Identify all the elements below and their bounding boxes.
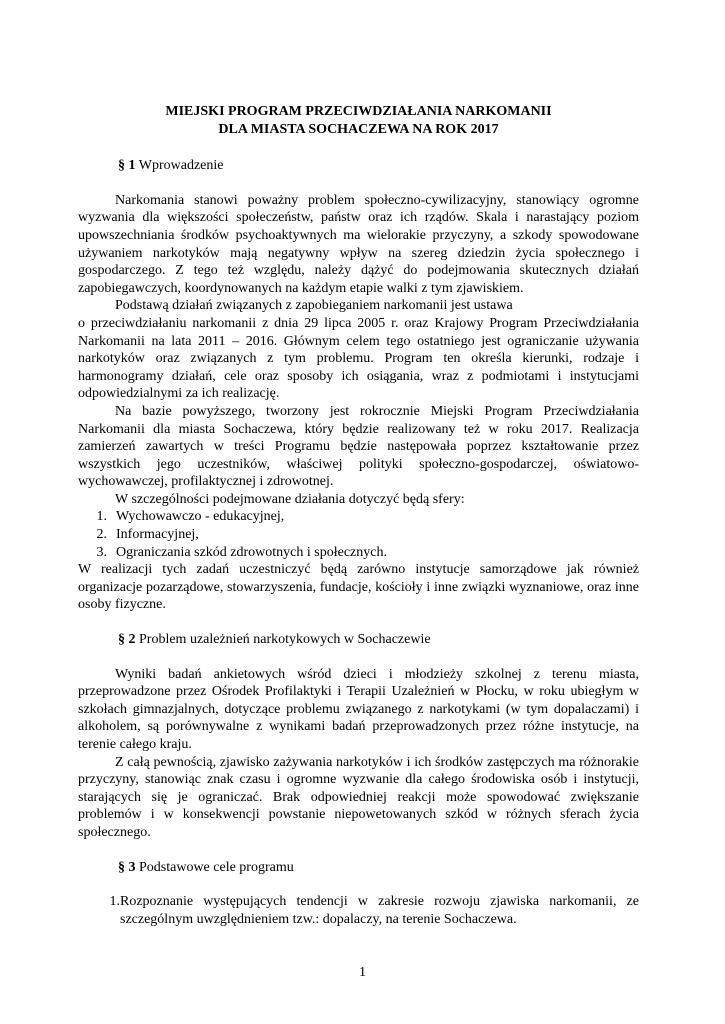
section-2-number: § 2 [118, 632, 136, 648]
list-item-number: 3. [96, 544, 107, 560]
list-item-number: 1. [96, 509, 107, 525]
document-title-line-2: DLA MIASTA SOCHACZEWA NA ROK 2017 [218, 121, 499, 137]
section-2-title: Problem uzależnień narkotykowych w Sochaczewie [139, 632, 431, 648]
list-item [78, 526, 639, 544]
list-item-text: Ograniczania szkód zdrowotnych i społecznych. [116, 544, 387, 560]
document-body [78, 103, 639, 928]
list-item [78, 893, 639, 928]
page-number: 1 [359, 965, 366, 980]
section-2-paragraph-1: Wyniki badań ankietowych wśród dzieci i młodzieży szkolnej z terenu miasta, przeprowadzone przez Ośrodek Profilaktyki i Terapii Uzależnień w Płocku, w roku ubiegłym w szkołach gimnazjalnych, dotyczące problemu związanego z narkotykami (w tym dopalaczami) i alkoholem, są porównywalne z wynikami badań przeprowadzonych przez różne instytucje, na terenie całego kraju. [78, 666, 639, 752]
list-item [78, 544, 639, 562]
spheres-intro: W szczególności podejmowane działania dotyczyć będą sfery: [115, 491, 465, 507]
section-2-paragraph-2: Z całą pewnością, zjawisko zażywania narkotyków i ich środków zastępczych ma różnorakie przyczyny, stanowiąc znak czasu i ogromne wyzwanie dla całego środowiska osób i instytucji, starających się je ograniczać. Brak odpowiedniej reakcji może spowodować zwiększanie problemów i w konsekwencji powstanie niepowetowanych szkód w różnych sferach życia społecznego. [78, 754, 639, 840]
section-2-heading [78, 631, 639, 649]
list-item-number: 2. [96, 527, 107, 543]
goals-list [78, 893, 639, 928]
document-title-line-1: MIEJSKI PROGRAM PRZECIWDZIAŁANIA NARKOMANII [165, 104, 552, 119]
section-1-paragraph-2-line-1: Podstawą działań związanych z zapobieganiem narkomanii jest ustawa [115, 298, 513, 314]
section-1-paragraph-3: Na bazie powyższego, tworzony jest rokrocznie Miejski Program Przeciwdziałania Narkomanii dla miasta Sochaczewa, który będzie realizowany też w roku 2017. Realizacja zamierzeń zawartych w treści Programu będzie następowała poprzez kształtowanie przez wszystkich jego uczestników, właściwej polityki społeczno-gospodarczej, oświatowo-wychowawczej, profilaktycznej i zdrowotnej. [78, 403, 639, 490]
list-item-text: Informacyjnej, [116, 527, 199, 543]
section-3-title: Podstawowe cele programu [139, 859, 294, 875]
section-1-paragraph-2: o przeciwdziałaniu narkomanii z dnia 29 lipca 2005 r. oraz Krajowy Program Przeciwdziałania Narkomanii na lata 2011 – 2016. Głównym celem tego ostatniego jest ograniczanie używania narkotyków oraz związanych z tym problemu. Program ten określa kierunki, rodzaje i harmonogramy działań, cele oraz sposoby ich osiągania, wraz z podmiotami i instytucjami odpowiedzialnymi za ich realizację. [78, 315, 639, 402]
section-3-number: § 3 [118, 859, 136, 875]
section-1-heading [78, 157, 639, 175]
section-1-paragraph-1: Narkomania stanowi poważny problem społeczno-cywilizacyjny, stanowiący ogromne wyzwania dla większości społeczeństw, państw oraz ich rządów. Skala i narastający poziom upowszechniania środków psychoaktywnych ma wielorakie przyczyny, a szkody spowodowane używaniem narkotyków mają negatywny wpływ na szereg dziedzin życia społecznego i gospodarczego. Z tego też względu, należy dążyć do podejmowania skutecznych działań zapobiegawczych, koordynowanych na każdym etapie walki z tym zjawiskiem. [78, 192, 639, 296]
list-item-text: Rozpoznanie występujących tendencji w zakresie rozwoju zjawiska narkomanii, ze szczególnym uwzględnieniem tzw.: dopalaczy, na terenie Sochaczewa. [120, 894, 639, 927]
section-3-heading [78, 859, 639, 877]
spheres-list [78, 508, 639, 561]
list-item-text: Wychowawczo - edukacyjnej, [116, 509, 285, 525]
section-1-number: § 1 [118, 158, 136, 174]
section-1-paragraph-4: W realizacji tych zadań uczestniczyć będą zarówno instytucje samorządowe jak również organizacje pozarządowe, stowarzyszenia, fundacje, kościoły i inne związki wyznaniowe, oraz inne osoby fizyczne. [78, 562, 639, 613]
list-item [78, 508, 639, 526]
section-1-title: Wprowadzenie [138, 158, 224, 174]
list-item-number: 1. [109, 894, 120, 910]
